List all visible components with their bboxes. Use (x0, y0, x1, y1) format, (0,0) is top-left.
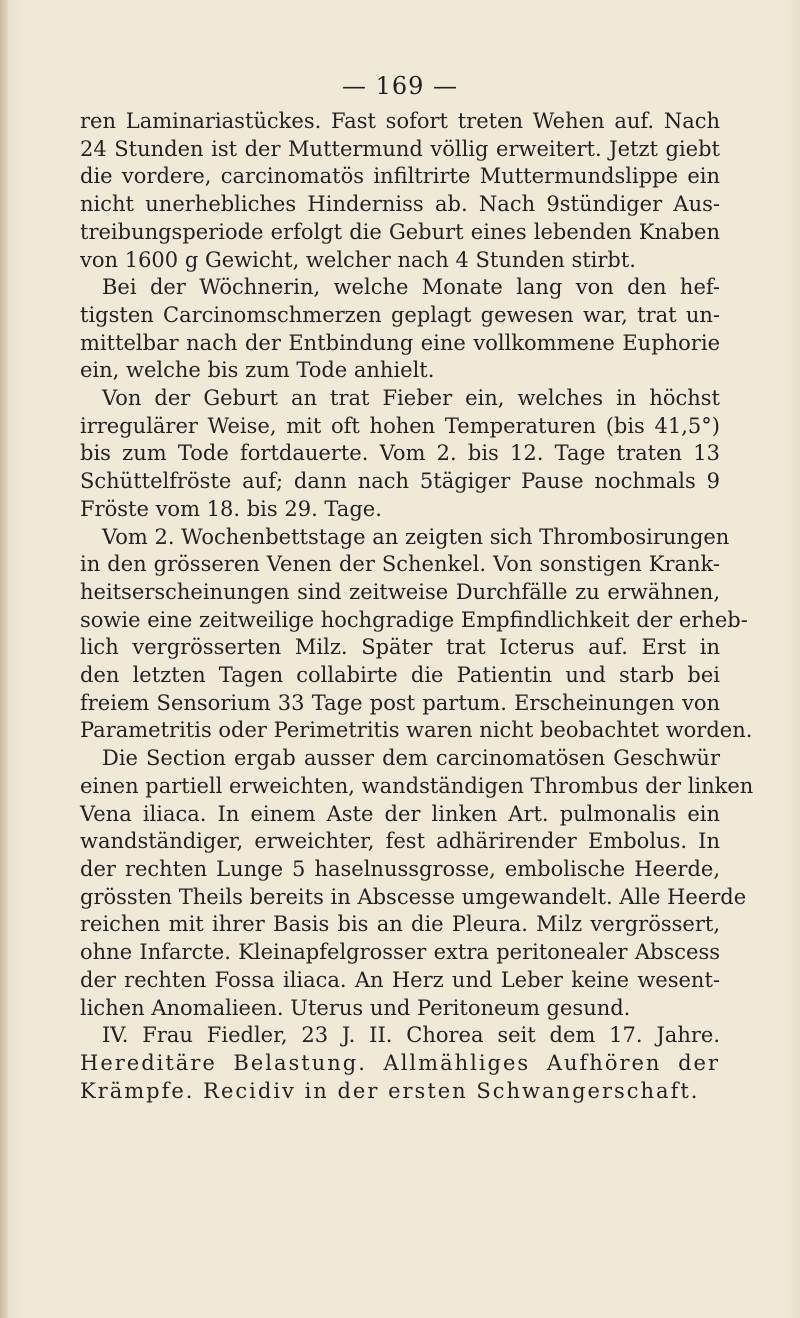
text-line: die vordere, carcinomatös infiltrirte Muttermundslippe ein (80, 164, 720, 189)
text-line: bis zum Tode fortdauerte. Vom 2. bis 12. Tage traten 13 (80, 441, 720, 466)
text-line: tigsten Carcinomschmerzen geplagt gewesen war, trat un- (80, 302, 720, 327)
text-line: heitserscheinungen sind zeitweise Durchfälle zu erwähnen, (80, 579, 720, 604)
text-line: 24 Stunden ist der Muttermund völlig erweitert. Jetzt giebt (80, 136, 720, 161)
body-text (80, 108, 754, 1105)
text-line: treibungsperiode erfolgt die Geburt eines lebenden Knaben (80, 219, 720, 244)
text-line: lich vergrösserten Milz. Später trat Icterus auf. Erst in (80, 635, 720, 660)
text-line: mittelbar nach der Entbindung eine vollkommene Euphorie (80, 330, 720, 355)
text-line: in den grösseren Venen der Schenkel. Von sonstigen Krank- (80, 552, 720, 577)
text-line: Vom 2. Wochenbettstage an zeigten sich Thrombosirungen (102, 524, 730, 549)
text-line: Von der Geburt an trat Fieber ein, welches in höchst (102, 386, 720, 411)
text-line: lichen Anomalieen. Uterus und Peritoneum gesund. (80, 995, 631, 1020)
case-heading-line: Hereditäre Belastung. Allmähliges Aufhören der (80, 1050, 720, 1075)
page-binding-edge (0, 0, 8, 1318)
text-line: reichen mit ihrer Basis bis an die Pleura. Milz vergrössert, (80, 912, 720, 937)
text-line: einen partiell erweichten, wandständigen Thrombus der linken (80, 773, 754, 798)
text-line: Schüttelfröste auf; dann nach 5tägiger Pause nochmals 9 (80, 469, 720, 494)
text-line: ohne Infarcte. Kleinapfelgrosser extra peritonealer Abscess (80, 940, 720, 965)
text-line: wandständiger, erweichter, fest adhärirender Embolus. In (80, 829, 720, 854)
text-line: freiem Sensorium 33 Tage post partum. Erscheinungen von (80, 690, 720, 715)
text-line: der rechten Lunge 5 haselnussgrosse, embolische Heerde, (80, 856, 720, 881)
text-line: ein, welche bis zum Tode anhielt. (80, 358, 435, 383)
text-line: nicht unerhebliches Hinderniss ab. Nach 9stündiger Aus- (80, 192, 720, 217)
case-heading-line: IV. Frau Fiedler, 23 J. II. Chorea seit dem 17. Jahre. (102, 1023, 720, 1048)
text-line: Parametritis oder Perimetritis waren nicht beobachtet worden. (80, 718, 753, 743)
text-line: von 1600 g Gewicht, welcher nach 4 Stunden stirbt. (80, 247, 636, 272)
text-line: ren Laminariastückes. Fast sofort treten Wehen auf. Nach (80, 109, 720, 133)
text-line: Die Section ergab ausser dem carcinomatösen Geschwür (102, 746, 720, 771)
text-line: grössten Theils bereits in Abscesse umgewandelt. Alle Heerde (80, 884, 747, 909)
text-line: sowie eine zeitweilige hochgradige Empfindlichkeit der erheb- (80, 607, 748, 632)
case-heading-line: Krämpfe. Recidiv in der ersten Schwangerschaft. (80, 1078, 700, 1103)
text-line: Vena iliaca. In einem Aste der linken Art. pulmonalis ein (80, 801, 720, 826)
text-line: der rechten Fossa iliaca. An Herz und Leber keine wesent- (80, 967, 720, 992)
page-number: — 169 — (341, 72, 459, 100)
text-line: den letzten Tagen collabirte die Patientin und starb bei (80, 663, 720, 688)
text-line: irregulärer Weise, mit oft hohen Temperaturen (bis 41,5°) (80, 413, 720, 438)
text-line: Fröste vom 18. bis 29. Tage. (80, 496, 382, 521)
text-line: Bei der Wöchnerin, welche Monate lang von den hef- (102, 275, 720, 300)
